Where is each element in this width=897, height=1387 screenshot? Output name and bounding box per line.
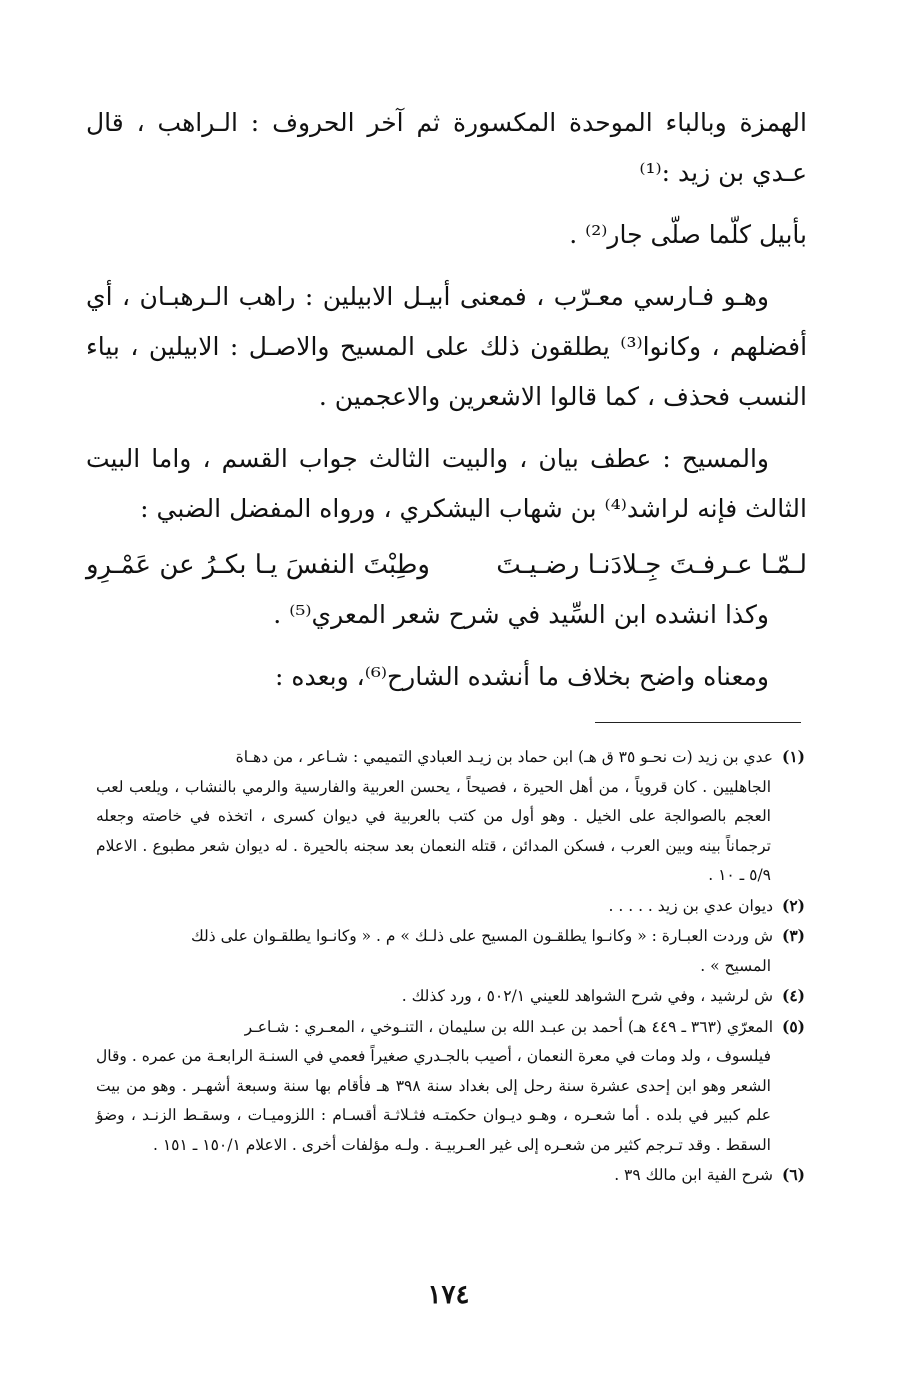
footnote-3: [96, 921, 805, 981]
verse-line: [86, 540, 807, 590]
page-number: ١٧٤: [427, 1280, 470, 1310]
footnote-number: (٦): [781, 1165, 805, 1184]
paragraph-3: وهـو فـارسي معـرّب ، فمعنى أبيـل الابيلين : راهب الـرهبـان ، أي أفضلهم ، وكانوا⁽³⁾ يطلقون ذلك على المسيح والاصـل : الابيلين ، بياء النسب فحذف ، كما قالوا الاشعرين والاعجمين .: [86, 282, 808, 411]
footnote-text: عدي بن زيد (ت نحـو ٣٥ ق هـ) ابن حماد بن زيـد العبادي التميمي : شـاعر ، من دهـاة: [235, 748, 774, 766]
footnote-text: المعرّي (٣٦٣ ـ ٤٤٩ هـ) أحمد بن عبـد الله بن سليمان ، التنـوخي ، المعـري : شـاعـر: [244, 1017, 774, 1036]
footnote-2: [96, 891, 805, 922]
verse-second-hemistich: وطِبْتَ النفسَ يـا بكـرُ عن عَمْـرِو: [86, 550, 430, 580]
footnote-divider: [595, 722, 801, 723]
footnote-text: ش وردت العبـارة : « وكانـوا يطلقـون المسيح على ذلـك » م . « وكانـوا يطلقـوان على ذلك: [190, 927, 774, 945]
footnote-text: ديوان عدي بن زيد . . . . .: [608, 896, 774, 915]
footnote-continuation: المسيح » .: [700, 956, 771, 975]
paragraph-6: ومعناه واضح بخلاف ما أنشده الشارح⁽⁶⁾، وبعده :: [275, 662, 769, 691]
footnote-continuation: فيلسوف ، ولد ومات في معرة النعمان ، أصيب بالجـدري صغيراً فعمي في السنـة الرابعـة من عمره . وقال الشعر وهو ابن إحدى عشرة سنة رحل إلى بغداد سنة ٣٩٨ هـ فأقام بها سنة وسبعة أشهـر . وهو من بيت علم كبير في بلده . أما شعـره ، وهـو ديـوان حكمتـه فثـلاثـة أقسـام : اللزوميـات ، وسقـط الزنـد ، وضؤ السقط . وقد تـرجم كثير من شعـره إلى غير العـربيـة . ولـه مؤلفات أخرى . الاعلام ١٥٠/١ ـ ١٥١ .: [96, 1047, 771, 1154]
paragraph-2: بأبيل كلّما صلّى جار⁽²⁾ .: [569, 220, 807, 249]
verse-first-hemistich: لـمّـا عـرفـتَ جِـلادَنـا رضـيـتَ: [496, 550, 807, 580]
footnote-text: شرح الفية ابن مالك ٣٩ .: [614, 1166, 774, 1184]
footnote-number: (١): [781, 747, 805, 766]
footnote-number: (٥): [781, 1016, 805, 1036]
footnote-1: [96, 742, 805, 891]
footnote-6: [96, 1160, 805, 1191]
footnote-continuation: الجاهليين . كان قروياً ، من أهل الحيرة ، فصيحاً ، يحسن العربية والفارسية والرمي بالنشاب ، ويلعب لعب العجم بالصوالجة على الخيل . وهو أول من كتب بالعربية في ديوان كسرى ، اتخذه في خاصته وجعله ترجماناً بينه وبين العرب ، فسكن المدائن ، قتله النعمان بعد سجنه بالحيرة . له ديوان شعر مطبوع . الاعلام ٥/٩ ـ ١٠ .: [96, 777, 771, 884]
main-text: [86, 98, 807, 702]
footnote-number: (٤): [781, 986, 805, 1005]
footnote-text: ش لرشيد ، وفي شرح الشواهد للعيني ٥٠٢/١ ، ورد كذلك .: [401, 987, 774, 1005]
footnotes: [96, 742, 805, 1191]
paragraph-1: الهمزة وبالباء الموحدة المكسورة ثم آخر الحروف : الـراهب ، قال عـدي بن زيد :⁽¹⁾: [86, 108, 807, 187]
footnote-5: [96, 1012, 805, 1161]
paragraph-4: والمسيح : عطف بيان ، والبيت الثالث جواب القسم ، واما البيت الثالث فإنه لراشد⁽⁴⁾ بن شهاب اليشكري ، ورواه المفضل الضبي :: [86, 444, 807, 523]
footnote-4: [96, 981, 805, 1012]
footnote-number: (٢): [781, 895, 805, 915]
paragraph-5: وكذا انشده ابن السِّيد في شرح شعر المعري⁽⁵⁾ .: [273, 600, 769, 629]
footnote-number: (٣): [781, 926, 805, 945]
